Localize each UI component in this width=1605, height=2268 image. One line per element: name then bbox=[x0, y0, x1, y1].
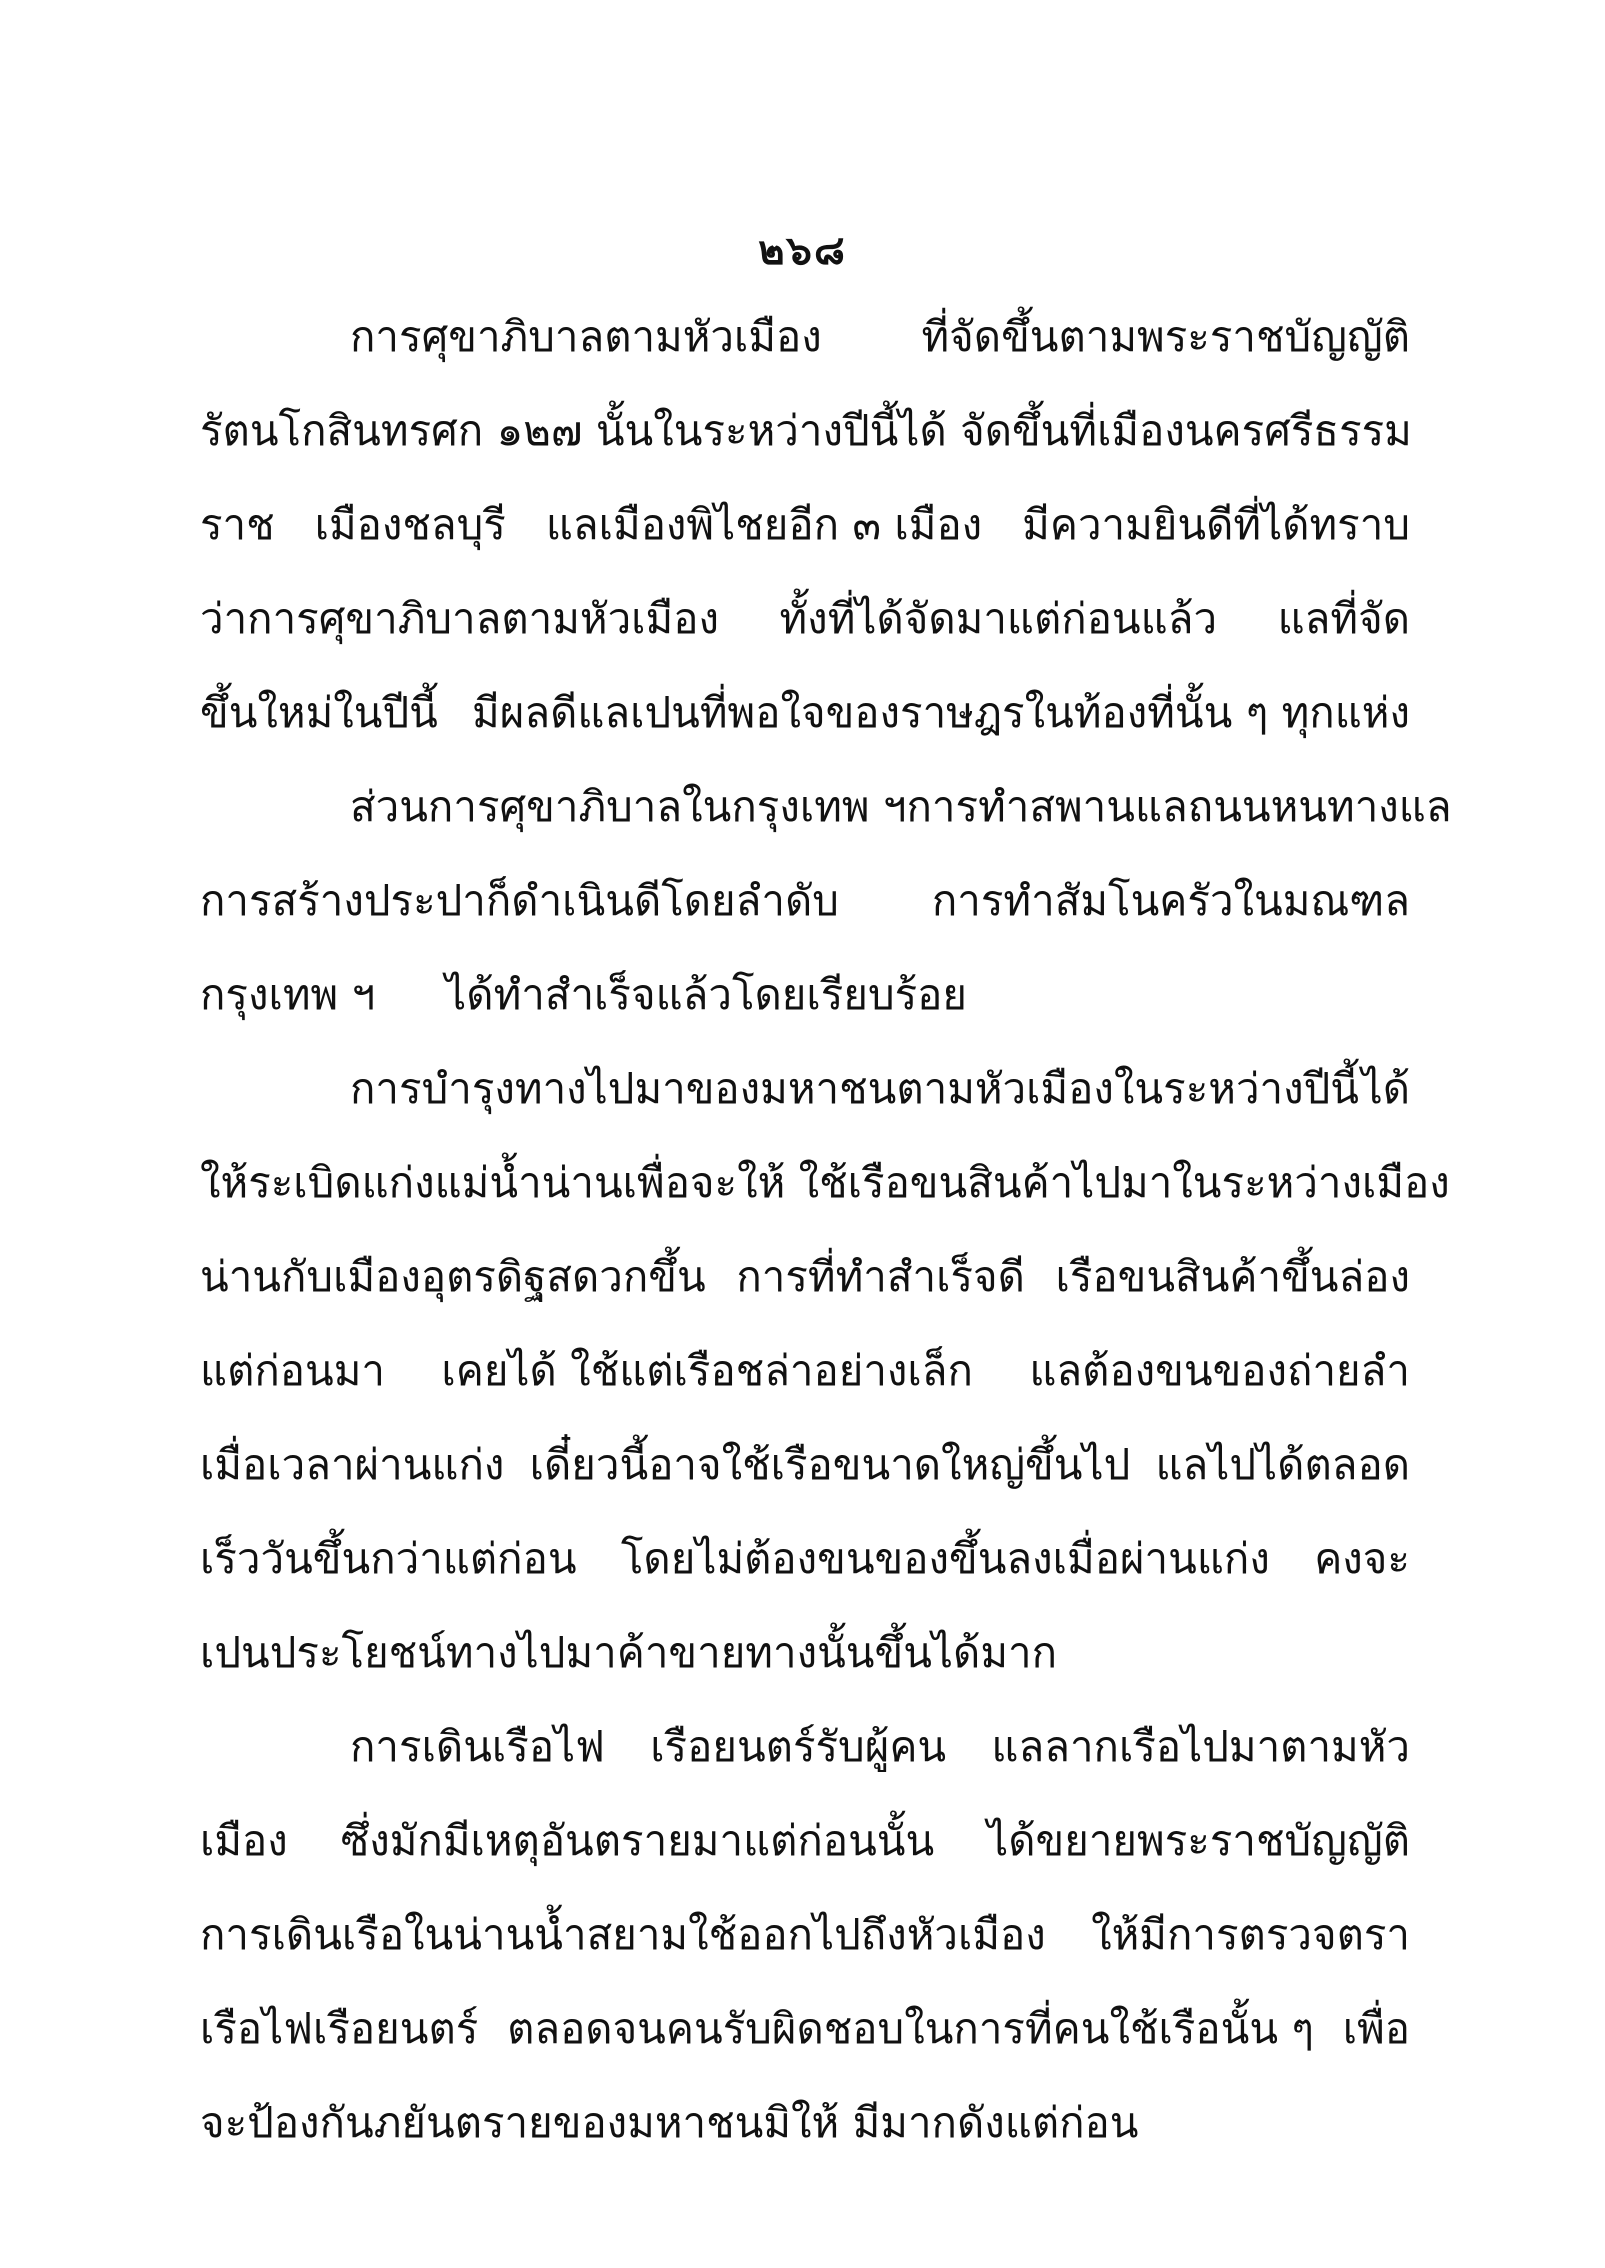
text-segment: โดยไม่ต้องขนของขึ้นลงเมื่อผ่านแก่ง bbox=[620, 1534, 1270, 1583]
text-line bbox=[200, 1700, 1410, 1794]
text-segment: แลต้องขนของถ่ายลำ bbox=[1029, 1346, 1410, 1395]
text-segment: เคยได้ ใช้แต่เรือชล่าอย่างเล็ก bbox=[441, 1346, 973, 1395]
text-line bbox=[200, 478, 1410, 572]
text-segment: รัตนโกสินทรศก ๑๒๗ นั้น bbox=[200, 406, 654, 455]
text-line bbox=[200, 1512, 1410, 1606]
text-segment: ได้ bbox=[1361, 1064, 1410, 1113]
text-line bbox=[200, 572, 1410, 666]
text-segment: มีความยินดีที่ได้ทราบ bbox=[1022, 500, 1410, 549]
text-line bbox=[200, 1418, 1410, 1512]
text-segment: ทั้งที่ได้จัดมาแต่ก่อนแล้ว bbox=[779, 594, 1218, 643]
text-line bbox=[200, 760, 1452, 854]
text-segment: มีผลดีแลเปนที่พอใจของราษฎรในท้องที่นั้น ๆ ทุกแห่ง bbox=[472, 688, 1410, 737]
text-segment: การศุขาภิบาลตามหัวเมือง bbox=[350, 312, 822, 361]
text-segment: ตลอดจนคนรับผิดชอบในการที่คนใช้เรือนั้น ๆ bbox=[507, 2004, 1314, 2053]
text-segment: การทำสัมโนครัวในมณฑล bbox=[931, 876, 1410, 925]
text-segment: ที่จัดขึ้นตามพระราชบัญญัติ bbox=[921, 312, 1410, 361]
text-segment: ซึ่งมักมีเหตุอันตรายมาแต่ก่อนนั้น bbox=[340, 1816, 935, 1865]
text-line bbox=[200, 1324, 1410, 1418]
text-line bbox=[200, 1888, 1410, 1982]
text-segment: เมือง bbox=[200, 1816, 288, 1865]
text-segment: การทำสพานแลถนนหนทางแล bbox=[906, 782, 1452, 831]
text-segment: การสร้างประปาก็ดำเนินดีโดยลำดับ bbox=[200, 876, 839, 925]
text-line bbox=[200, 2076, 1410, 2170]
text-segment: เรือขนสินค้าขึ้นล่อง bbox=[1055, 1252, 1410, 1301]
text-segment: กรุงเทพ ฯ bbox=[200, 970, 376, 1019]
text-segment: คงจะ bbox=[1314, 1534, 1410, 1583]
text-line bbox=[200, 1136, 1450, 1230]
text-segment: การเดินเรือไฟ bbox=[350, 1722, 605, 1771]
text-line bbox=[200, 384, 1410, 478]
text-line bbox=[200, 1042, 1410, 1136]
text-segment: ขนสินค้าไปมาในระหว่างเมือง bbox=[909, 1158, 1450, 1207]
text-segment: ว่าการศุขาภิบาลตามหัวเมือง bbox=[200, 594, 719, 643]
text-line bbox=[200, 290, 1410, 384]
text-segment: ได้ทำสำเร็จแล้วโดยเรียบร้อย bbox=[445, 970, 967, 1019]
text-line bbox=[200, 948, 1410, 1042]
text-segment: จะป้องกันภยันตรายของมหาชนมิให้ มีมากดังแต่ก่อน bbox=[200, 2098, 1139, 2147]
text-segment: ส่วนการศุขาภิบาลในกรุงเทพ ฯ bbox=[350, 782, 907, 831]
page-number: ๒๖๘ bbox=[758, 228, 847, 274]
text-segment: เรือยนตร์รับผู้คน bbox=[650, 1722, 947, 1771]
text-line bbox=[200, 854, 1410, 948]
text-segment: เพื่อ bbox=[1342, 2004, 1410, 2053]
text-segment: การเดินเรือในน่านน้ำสยามใช้ออกไปถึงหัวเมือง bbox=[200, 1910, 1046, 1959]
text-segment: ราช bbox=[200, 500, 275, 549]
text-segment: เดี๋ยวนี้อาจใช้เรือขนาดใหญ่ขึ้นไป bbox=[529, 1440, 1131, 1489]
text-line bbox=[200, 1794, 1410, 1888]
text-line bbox=[200, 1982, 1410, 2076]
text-segment: น่านกับเมืองอุตรดิฐสดวกขึ้น bbox=[200, 1252, 706, 1301]
text-line bbox=[200, 1230, 1410, 1324]
text-segment: แลไปได้ตลอด bbox=[1155, 1440, 1410, 1489]
text-segment: ให้ระเบิดแก่งแม่น้ำน่านเพื่อจะให้ ใช้เรือ bbox=[200, 1158, 910, 1207]
text-line bbox=[200, 1606, 1410, 1700]
text-segment: ได้ขยายพระราชบัญญัติ bbox=[987, 1816, 1410, 1865]
text-segment: เปนประโยชน์ทางไปมาค้าขายทางนั้นขึ้นได้มาก bbox=[200, 1628, 1058, 1677]
text-segment: แต่ก่อนมา bbox=[200, 1346, 385, 1395]
text-segment: ให้มีการตรวจตรา bbox=[1091, 1910, 1410, 1959]
text-segment: เร็ววันขึ้นกว่าแต่ก่อน bbox=[200, 1534, 577, 1583]
text-segment: ขึ้นใหม่ในปีนี้ bbox=[200, 688, 438, 737]
text-segment: เมื่อเวลาผ่านแก่ง bbox=[200, 1440, 505, 1489]
text-segment: แลลากเรือไปมาตามหัว bbox=[991, 1722, 1410, 1771]
text-segment: แลเมืองพิไชยอีก ๓ เมือง bbox=[545, 500, 983, 549]
text-segment: การที่ทำสำเร็จดี bbox=[736, 1252, 1025, 1301]
text-segment: เรือไฟเรือยนตร์ bbox=[200, 2004, 479, 2053]
text-segment: แลที่จัด bbox=[1277, 594, 1410, 643]
text-segment: ในระหว่างปีนี้ได้ จัดขึ้นที่เมืองนครศรีธรรม bbox=[653, 406, 1412, 455]
body-text bbox=[200, 290, 1452, 2170]
text-segment: เมืองชลบุรี bbox=[314, 500, 506, 549]
text-line bbox=[200, 666, 1410, 760]
text-segment: การบำรุงทางไปมาของมหาชนตามหัวเมืองในระหว่างปีนี้ bbox=[350, 1064, 1359, 1113]
